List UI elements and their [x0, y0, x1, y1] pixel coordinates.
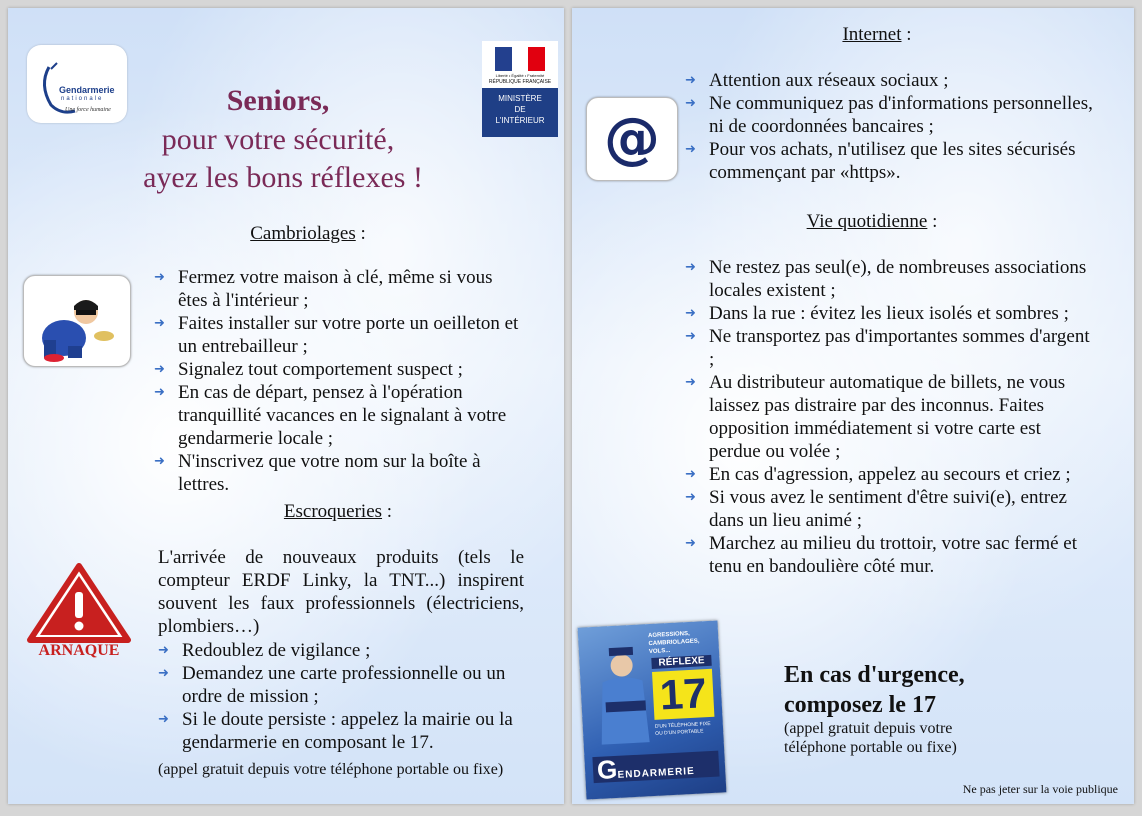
title-line1: Seniors,	[226, 84, 330, 117]
at-symbol: @	[604, 106, 660, 171]
arnaque-sign	[24, 562, 134, 662]
list-item: ➜ Ne transportez pas d'importantes sommes d'argent ;	[685, 325, 1095, 371]
ministere-motto: Liberté • Égalité • Fraternité	[495, 73, 545, 78]
list-item: ➜ Au distributeur automatique de billets, ne vous laissez pas distraire par des inconnus. Faites opposition immédiatement si votre carte est perdue ou volée ;	[685, 371, 1095, 463]
right-page	[572, 8, 1134, 804]
escroqueries-intro: L'arrivée de nouveaux produits (tels le compteur ERDF Linky, la TNT...) inspirent souvent les faux professionnels (électriciens, plombiers…)	[158, 547, 524, 637]
list-item: ➜ Si vous avez le sentiment d'être suivi(e), entrez dans un lieu animé ;	[685, 486, 1095, 532]
cambriolages-heading: Cambriolages :	[250, 223, 366, 244]
list-item: ➜ Fermez votre maison à clé, même si vous êtes à l'intérieur ;	[154, 266, 526, 312]
list-item: ➜ Attention aux réseaux sociaux ;	[685, 69, 1095, 92]
poster-sub: D'UN TÉLÉPHONE FIXE OU D'UN PORTABLE	[654, 720, 711, 737]
warning-triangle-icon	[24, 562, 134, 644]
list-item: ➜ Ne restez pas seul(e), de nombreuses associations locales existent ;	[685, 256, 1095, 302]
ministere-logo	[482, 41, 558, 137]
poster-number: 17	[652, 669, 714, 720]
ministere-line3: L'INTÉRIEUR	[495, 116, 545, 125]
marianne-flag-icon	[495, 47, 545, 71]
ministere-republique: RÉPUBLIQUE FRANÇAISE	[488, 79, 552, 85]
logo-line1: Gendarmerie	[59, 85, 115, 95]
poster-brand: GENDARMERIE	[592, 751, 719, 784]
list-item: ➜ Signalez tout comportement suspect ;	[154, 358, 526, 381]
list-item: ➜ Redoublez de vigilance ;	[158, 639, 528, 662]
list-item: ➜ Pour vos achats, n'utilisez que les sites sécurisés commençant par «https».	[685, 138, 1095, 184]
urgence-block	[784, 660, 1044, 720]
list-item: ➜ Marchez au milieu du trottoir, votre sac fermé et tenu en bandoulière côté mur.	[685, 532, 1095, 578]
ministere-line2: DE	[514, 105, 526, 114]
footer-note: Ne pas jeter sur la voie publique	[962, 782, 1118, 796]
urgence-line1: En cas d'urgence,	[784, 662, 965, 688]
ministere-line1: MINISTÈRE	[498, 94, 542, 103]
logo-motto: Une force humaine	[65, 107, 111, 113]
vie-quotidienne-list	[685, 256, 1095, 578]
list-item: ➜ En cas de départ, pensez à l'opération tranquillité vacances en le signalant à votre gendarmerie locale ;	[154, 381, 526, 450]
title-line2: pour votre sécurité,	[161, 123, 395, 156]
at-sign-icon	[586, 97, 678, 181]
left-page	[8, 8, 564, 804]
list-item: ➜ N'inscrivez que votre nom sur la boîte à lettres.	[154, 450, 526, 496]
urgence-note: (appel gratuit depuis votre téléphone portable ou fixe)	[784, 720, 957, 756]
internet-list	[685, 69, 1095, 184]
escroqueries-note: (appel gratuit depuis votre téléphone portable ou fixe)	[158, 761, 504, 778]
cambriolages-list	[154, 266, 526, 496]
list-item: ➜ Faites installer sur votre porte un oeilleton et un entrebailleur ;	[154, 312, 526, 358]
list-item: ➜ Dans la rue : évitez les lieux isolés et sombres ;	[685, 302, 1095, 325]
list-item: ➜ Si le doute persiste : appelez la mairie ou la gendarmerie en composant le 17.	[158, 708, 528, 754]
gendarmerie-logo	[27, 45, 127, 123]
list-item: ➜ Demandez une carte professionnelle ou un ordre de mission ;	[158, 662, 528, 708]
burglar-image	[23, 275, 131, 367]
burglar-icon	[24, 276, 130, 366]
arnaque-label: ARNAQUE	[38, 642, 120, 659]
title-line3: ayez les bons réflexes !	[143, 161, 423, 194]
list-item: ➜ En cas d'agression, appelez au secours et criez ;	[685, 463, 1095, 486]
internet-heading: Internet :	[842, 24, 912, 45]
urgence-line2: composez le 17	[784, 692, 936, 718]
list-item: ➜ Ne communiquez pas d'informations personnelles, ni de coordonnées bancaires ;	[685, 92, 1095, 138]
escroqueries-heading: Escroqueries :	[283, 501, 393, 522]
escroqueries-list	[158, 639, 528, 754]
vie-quotidienne-heading: Vie quotidienne :	[806, 211, 938, 232]
poster-reflexe: RÉFLEXE	[651, 655, 711, 669]
logo-line2: nationale	[61, 96, 104, 102]
poster-top: AGRESSIONS, CAMBRIOLAGES, VOLS...	[647, 630, 700, 656]
reflexe-17-poster	[578, 620, 727, 799]
